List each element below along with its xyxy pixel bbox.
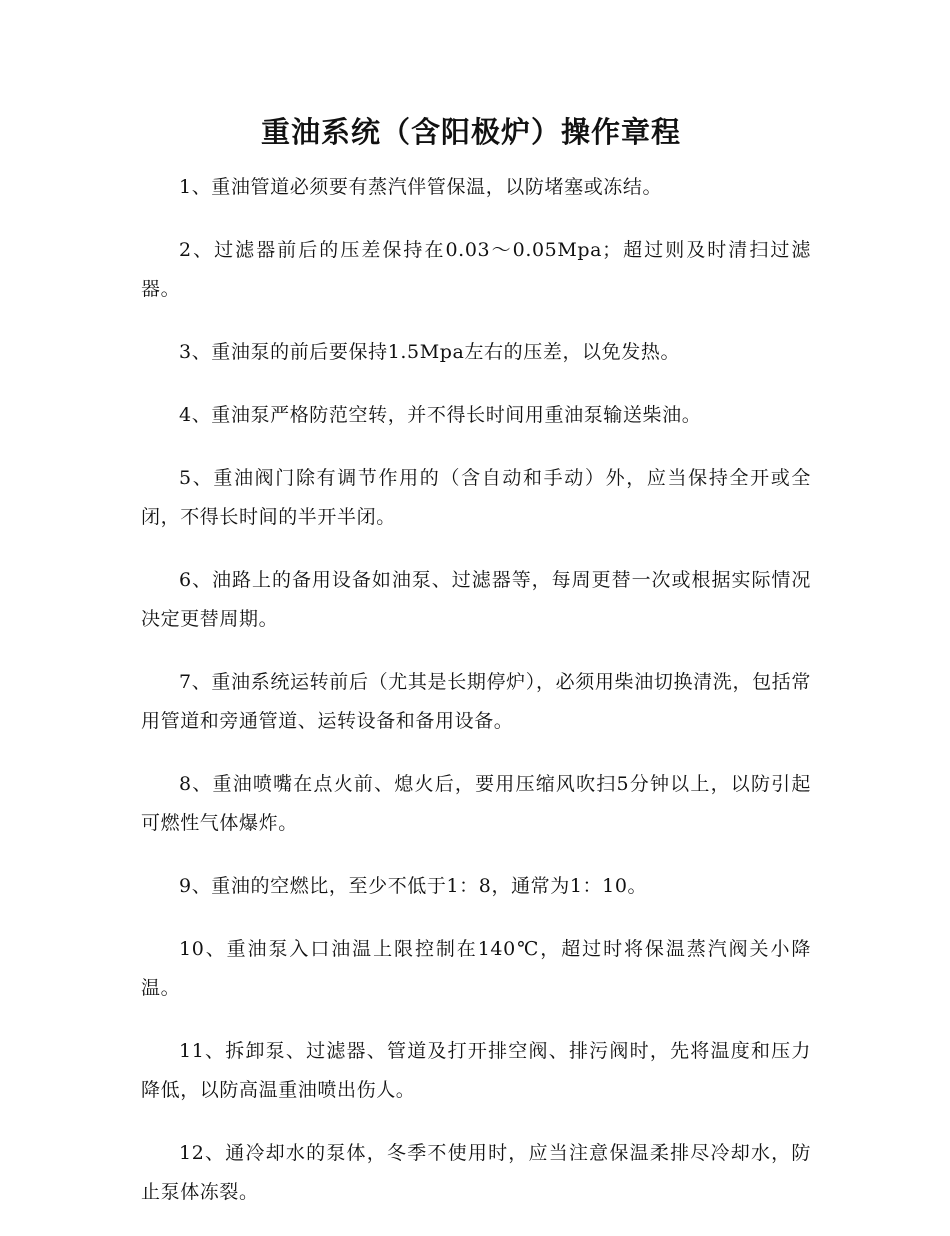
document-title: 重油系统（含阳极炉）操作章程 [260, 115, 681, 149]
document-page [141, 112, 811, 1236]
paragraph: 4、重油泵严格防范空转，并不得长时间用重油泵输送柴油。 [179, 404, 702, 426]
paragraph: 5、重油阀门除有调节作用的（含自动和手动）外，应当保持全开或全闭，不得长时间的半开半闭。 [141, 467, 811, 528]
paragraph: 11、拆卸泵、过滤器、管道及打开排空阀、排污阀时，先将温度和压力降低，以防高温重油喷出伤人。 [141, 1040, 811, 1101]
paragraph: 8、重油喷嘴在点火前、熄火后，要用压缩风吹扫5分钟以上，以防引起可燃性气体爆炸。 [141, 773, 811, 834]
paragraph: 9、重油的空燃比，至少不低于1：8，通常为1：10。 [179, 875, 648, 897]
paragraph: 3、重油泵的前后要保持1.5Mpa左右的压差，以免发热。 [179, 341, 681, 363]
paragraph: 1、重油管道必须要有蒸汽伴管保温，以防堵塞或冻结。 [179, 176, 663, 198]
paragraph: 12、通冷却水的泵体，冬季不使用时，应当注意保温柔排尽冷却水，防止泵体冻裂。 [141, 1142, 811, 1203]
paragraph: 6、油路上的备用设备如油泵、过滤器等，每周更替一次或根据实际情况决定更替周期。 [141, 569, 811, 630]
paragraph: 10、重油泵入口油温上限控制在140℃，超过时将保温蒸汽阀关小降温。 [141, 938, 811, 999]
document-body [141, 168, 811, 1212]
paragraph: 7、重油系统运转前后（尤其是长期停炉），必须用柴油切换清洗，包括常用管道和旁通管道、运转设备和备用设备。 [141, 671, 811, 732]
paragraph: 2、过滤器前后的压差保持在0.03～0.05Mpa；超过则及时清扫过滤器。 [141, 239, 811, 300]
